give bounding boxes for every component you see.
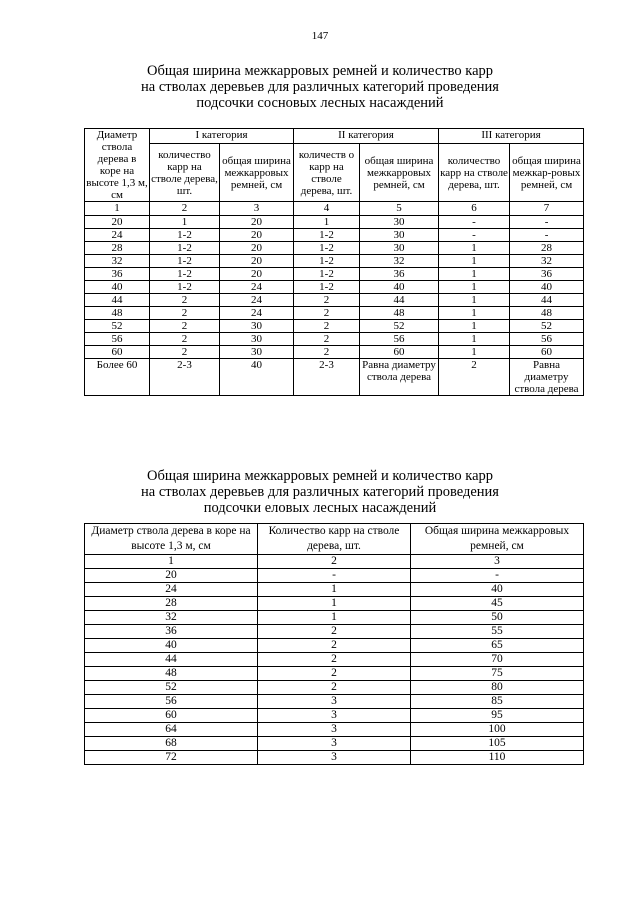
column-number-cell: 4 (294, 202, 360, 216)
table-cell: 1-2 (294, 268, 360, 281)
table-cell: 48 (360, 307, 439, 320)
table-cell: 72 (85, 751, 258, 765)
table-cell: 20 (220, 216, 294, 229)
table-cell: 1 (439, 255, 510, 268)
table-cell: 1-2 (150, 229, 220, 242)
table-cell: 30 (360, 216, 439, 229)
table-cell: - (510, 229, 584, 242)
count-subheader: количество карр на стволе дерева, шт. (439, 144, 510, 202)
table-cell: 20 (220, 229, 294, 242)
table-cell: 28 (510, 242, 584, 255)
table-cell: 1 (294, 216, 360, 229)
table-cell: 20 (220, 255, 294, 268)
table-cell: 2 (150, 346, 220, 359)
table-cell: 3 (258, 737, 411, 751)
table-cell: 32 (85, 255, 150, 268)
table-cell: 1-2 (294, 229, 360, 242)
column-number-cell: 6 (439, 202, 510, 216)
table-cell: 1-2 (294, 242, 360, 255)
table-row (85, 667, 584, 681)
table-cell: 20 (85, 216, 150, 229)
table-cell: 2 (258, 653, 411, 667)
table-cell: 1 (439, 268, 510, 281)
table-cell: 60 (85, 346, 150, 359)
table-cell: 2 (258, 639, 411, 653)
table-cell: - (258, 569, 411, 583)
table-row (85, 625, 584, 639)
table-cell: 2 (294, 307, 360, 320)
table-cell: 36 (85, 268, 150, 281)
column-number-row (85, 555, 584, 569)
table-cell: - (411, 569, 584, 583)
column-number-cell: 2 (150, 202, 220, 216)
table-row (85, 751, 584, 765)
title-line: на стволах деревьев для различных категорий проведения (141, 79, 499, 95)
title-line: подсочки еловых лесных насаждений (203, 500, 437, 516)
table-cell: 28 (85, 597, 258, 611)
table-cell: 30 (220, 320, 294, 333)
table-row (85, 333, 584, 346)
table-cell: 20 (220, 268, 294, 281)
table-cell: 20 (85, 569, 258, 583)
table-cell: 1 (439, 281, 510, 294)
table-row (85, 723, 584, 737)
table-cell: 40 (85, 281, 150, 294)
table-cell: 45 (411, 597, 584, 611)
table-cell: 60 (85, 709, 258, 723)
table-cell: 56 (85, 333, 150, 346)
table-cell: 52 (85, 320, 150, 333)
table-cell: Равна диаметру ствола дерева (360, 359, 439, 396)
column-number-cell: 7 (510, 202, 584, 216)
table-cell: 48 (510, 307, 584, 320)
table-cell: 3 (258, 723, 411, 737)
table-cell: 40 (411, 583, 584, 597)
table-cell: 2 (150, 294, 220, 307)
table-row (85, 569, 584, 583)
table-row (85, 611, 584, 625)
table-cell: 44 (360, 294, 439, 307)
table-row (85, 307, 584, 320)
category-header: I категория (150, 129, 294, 144)
width-subheader: общая ширина межкарровых ремней, см (220, 144, 294, 202)
table-row (85, 695, 584, 709)
table-row (85, 268, 584, 281)
title-line: Общая ширина межкарровых ремней и количество карр (146, 63, 494, 79)
column-number-cell: 3 (220, 202, 294, 216)
table-cell: 1 (439, 346, 510, 359)
table-cell: 1-2 (150, 268, 220, 281)
table-row (85, 583, 584, 597)
table-row (85, 294, 584, 307)
table-cell: 2 (258, 681, 411, 695)
table-cell: 2 (294, 346, 360, 359)
table-cell: 95 (411, 709, 584, 723)
table-cell: 1-2 (150, 255, 220, 268)
table-cell: 44 (85, 653, 258, 667)
table-cell: 2 (294, 320, 360, 333)
table-row (85, 216, 584, 229)
table-cell: 1-2 (150, 242, 220, 255)
table-cell: - (510, 216, 584, 229)
table-cell: 70 (411, 653, 584, 667)
table-cell: 110 (411, 751, 584, 765)
table-cell: 2 (294, 333, 360, 346)
table-cell: 1-2 (294, 281, 360, 294)
table-cell: 40 (220, 359, 294, 396)
page-number: 147 (311, 30, 329, 42)
table-cell: 50 (411, 611, 584, 625)
table-row (85, 320, 584, 333)
table-cell: 24 (85, 229, 150, 242)
column-number-row (85, 202, 584, 216)
table-cell: 2 (258, 625, 411, 639)
table-cell: 2-3 (294, 359, 360, 396)
spruce-table-title (0, 468, 640, 516)
table-cell: 30 (360, 229, 439, 242)
table-cell: 20 (220, 242, 294, 255)
title-line: Общая ширина межкарровых ремней и количество карр (146, 468, 494, 484)
table-cell: 56 (510, 333, 584, 346)
category-header: II категория (294, 129, 439, 144)
table-cell: 52 (510, 320, 584, 333)
table-cell: 2 (258, 667, 411, 681)
table-cell: 28 (85, 242, 150, 255)
table-cell: Равна диаметру ствола дерева (510, 359, 584, 396)
pine-resin-table (84, 128, 584, 396)
table-cell: 36 (360, 268, 439, 281)
table-cell: 32 (510, 255, 584, 268)
table-cell: 52 (360, 320, 439, 333)
table-cell: 100 (411, 723, 584, 737)
table-row (85, 681, 584, 695)
table-cell: 2-3 (150, 359, 220, 396)
table-cell: 85 (411, 695, 584, 709)
table-row (85, 281, 584, 294)
table-cell: Более 60 (85, 359, 150, 396)
table-cell: 40 (360, 281, 439, 294)
table-cell: 55 (411, 625, 584, 639)
table-cell: 32 (360, 255, 439, 268)
pine-table-title (0, 63, 640, 111)
table-row (85, 242, 584, 255)
diameter-header: Диаметр ствола дерева в коре на высоте 1,3 м, см (86, 129, 148, 201)
table-cell: 2 (150, 333, 220, 346)
table-cell: 30 (360, 242, 439, 255)
table-cell: 105 (411, 737, 584, 751)
table-cell: 1 (258, 611, 411, 625)
table-cell: - (439, 229, 510, 242)
table-cell: 24 (220, 281, 294, 294)
title-line: на стволах деревьев для различных категорий проведения (141, 484, 499, 500)
table-cell: 3 (258, 751, 411, 765)
table-row (85, 229, 584, 242)
table-cell: 36 (510, 268, 584, 281)
diameter-header: Диаметр ствола дерева в коре на высоте 1,3 м, см (85, 524, 258, 555)
table-cell: 56 (85, 695, 258, 709)
spruce-resin-table (84, 523, 584, 765)
table-cell: 48 (85, 667, 258, 681)
column-number-cell: 1 (85, 555, 258, 569)
table-cell: 44 (85, 294, 150, 307)
table-row (85, 639, 584, 653)
table-cell: 1-2 (150, 281, 220, 294)
width-header: Общая ширина межкарровых ремней, см (411, 524, 584, 555)
column-number-cell: 3 (411, 555, 584, 569)
table-cell: 68 (85, 737, 258, 751)
table-cell: 40 (85, 639, 258, 653)
table-cell: 1 (150, 216, 220, 229)
table-cell: 24 (85, 583, 258, 597)
table-cell: 2 (294, 294, 360, 307)
column-number-cell: 5 (360, 202, 439, 216)
table-row (85, 709, 584, 723)
table-cell: 2 (150, 320, 220, 333)
count-subheader: количеств о карр на стволе дерева, шт. (294, 144, 360, 202)
table-cell: 1 (439, 242, 510, 255)
table-row (85, 653, 584, 667)
table-cell: 1 (439, 333, 510, 346)
table-cell: 24 (220, 307, 294, 320)
table-cell: 75 (411, 667, 584, 681)
table-cell: 24 (220, 294, 294, 307)
table-cell: 80 (411, 681, 584, 695)
title-line: подсочки сосновых лесных насаждений (196, 95, 444, 111)
table-cell: 60 (510, 346, 584, 359)
table-cell: - (439, 216, 510, 229)
column-number-cell: 1 (85, 202, 150, 216)
table-row (85, 737, 584, 751)
width-subheader: общая ширина межкар-ровых ремней, см (510, 144, 584, 202)
table-cell: 1 (258, 583, 411, 597)
table-cell: 64 (85, 723, 258, 737)
table-cell: 1-2 (294, 255, 360, 268)
table-cell: 1 (439, 307, 510, 320)
column-number-cell: 2 (258, 555, 411, 569)
table-cell: 48 (85, 307, 150, 320)
table-cell: 65 (411, 639, 584, 653)
count-header: Количество карр на стволе дерева, шт. (258, 524, 411, 555)
table-cell: 40 (510, 281, 584, 294)
count-subheader: количество карр на стволе дерева, шт. (150, 144, 220, 202)
table-cell: 52 (85, 681, 258, 695)
table-cell: 36 (85, 625, 258, 639)
table-cell: 1 (258, 597, 411, 611)
table-row (85, 255, 584, 268)
table-cell: 30 (220, 346, 294, 359)
table-cell: 30 (220, 333, 294, 346)
width-subheader: общая ширина межкарровых ремней, см (360, 144, 439, 202)
table-cell: 3 (258, 695, 411, 709)
table-row (85, 597, 584, 611)
table-cell: 56 (360, 333, 439, 346)
table-cell: 2 (150, 307, 220, 320)
table-cell: 32 (85, 611, 258, 625)
table-cell: 1 (439, 320, 510, 333)
table-cell: 60 (360, 346, 439, 359)
table-row (85, 359, 584, 396)
table-cell: 3 (258, 709, 411, 723)
category-header: III категория (439, 129, 584, 144)
table-cell: 44 (510, 294, 584, 307)
table-cell: 1 (439, 294, 510, 307)
table-row (85, 346, 584, 359)
table-cell: 2 (439, 359, 510, 396)
